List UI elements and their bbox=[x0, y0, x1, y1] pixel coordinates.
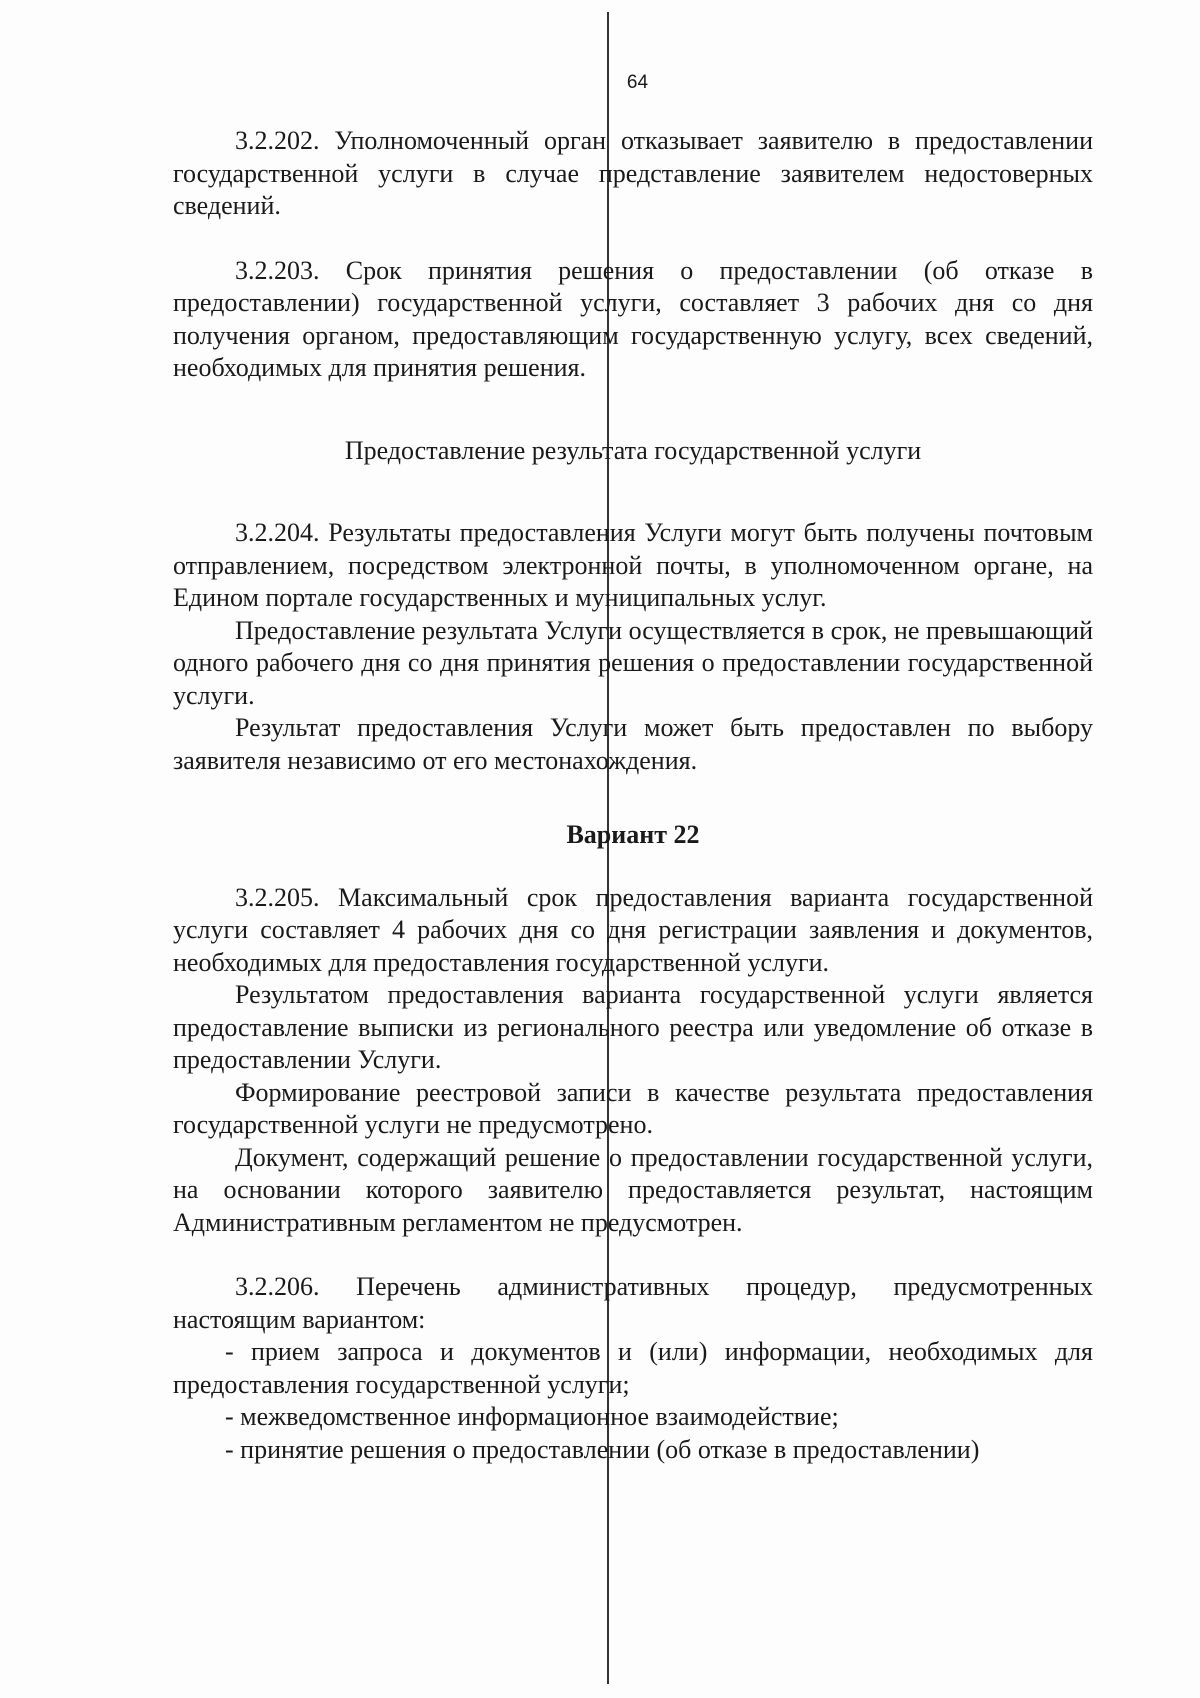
paragraph: 3.2.202. Уполномоченный орган отказывает заявителю в предоставлении государственной услуги в случае представление заявителем недостоверных сведений. bbox=[173, 126, 1093, 220]
paragraph: Формирование реестровой записи в качестве результата предоставления государственной услуги не предусмотрено. bbox=[173, 1077, 1093, 1139]
paragraph: Результат предоставления Услуги может быть предоставлен по выбору заявителя независимо от его местонахождения. bbox=[173, 713, 1093, 775]
paragraph: 3.2.205. Максимальный срок предоставления варианта государственной услуги составляет 4 рабочих дня со дня регистрации заявления и документов, необходимых для предоставления государственной услуги. bbox=[173, 882, 1093, 977]
list-item: - межведомственное информационное взаимодействие; bbox=[225, 1402, 839, 1431]
paragraph: Документ, содержащий решение о предоставлении государственной услуги, на основании которого заявителю предоставляется результат, настоящим Административным регламентом не предусмотрен. bbox=[173, 1142, 1093, 1237]
page-number: 64 bbox=[626, 72, 649, 93]
paragraph: Результатом предоставления варианта государственной услуги является предоставление выписки из регионального реестра или уведомление об отказе в предоставлении Услуги. bbox=[173, 980, 1093, 1074]
section-heading: Предоставление результата государственной услуги bbox=[344, 435, 922, 465]
paragraph: 3.2.204. Результаты предоставления Услуги могут быть получены почтовым отправлением, посредством электронной почты, в уполномоченном органе, на Едином портале государственных и муниципальных услуг. bbox=[173, 518, 1093, 612]
paragraph: Предоставление результата Услуги осуществляется в срок, не превышающий одного рабочего дня со дня принятия решения о предоставлении государственной услуги. bbox=[173, 615, 1093, 710]
paragraph: 3.2.206. Перечень административных процедур, предусмотренных настоящим вариантом: bbox=[173, 1272, 1093, 1334]
list-item: - прием запроса и документов и (или) информации, необходимых для предоставления государственной услуги; bbox=[173, 1337, 1093, 1399]
paragraph: 3.2.203. Срок принятия решения о предоставлении (об отказе в предоставлении) государственной услуги, составляет 3 рабочих дня со дня получения органом, предоставляющим государственную услугу, всех сведений, необходимых для принятия решения. bbox=[173, 255, 1093, 382]
document-body bbox=[173, 125, 1093, 1466]
list-item: - принятие решения о предоставлении (об отказе в предоставлении) bbox=[225, 1434, 980, 1464]
variant-heading: Вариант 22 bbox=[566, 820, 700, 849]
